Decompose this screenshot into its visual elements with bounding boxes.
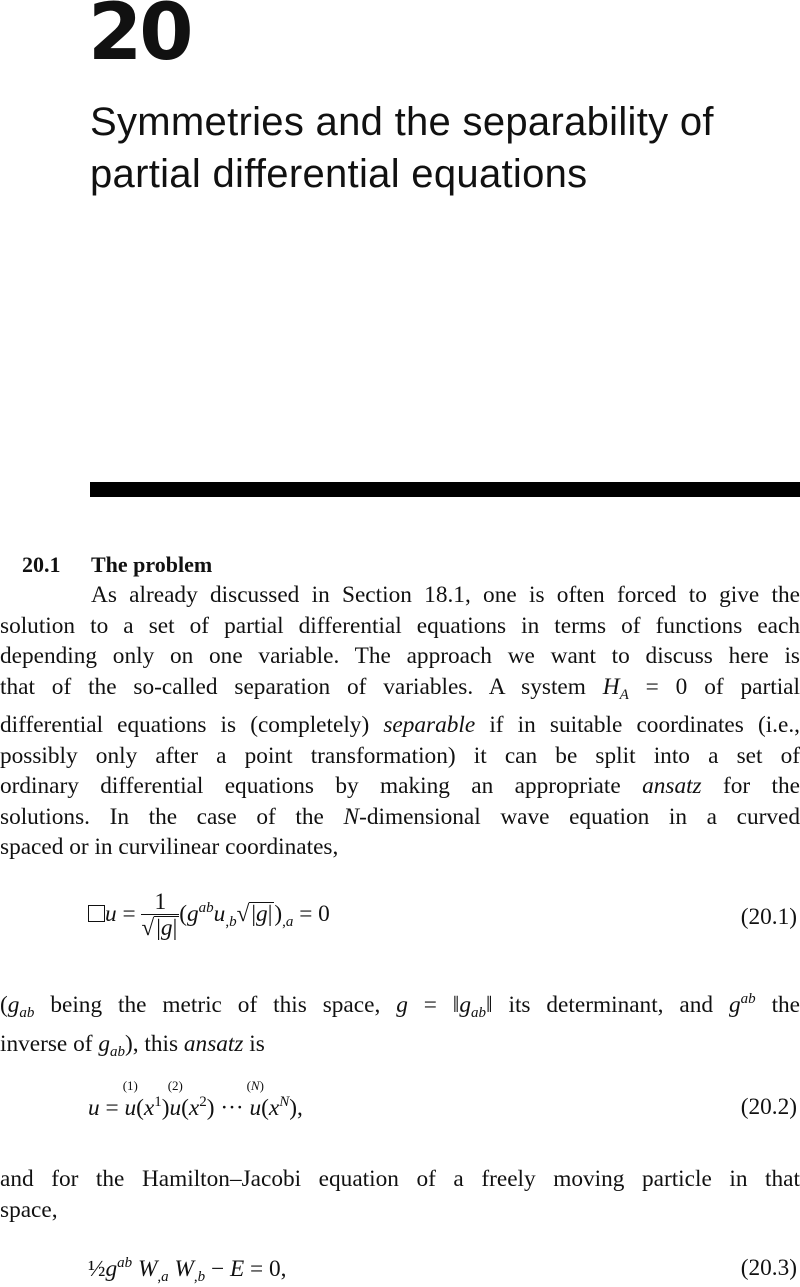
chapter-number: 20 xyxy=(88,0,191,78)
paragraph-line: As already discussed in Section 18.1, one is often forced to give the xyxy=(91,582,800,608)
paragraph-line: ($g_{ab}$ being the metric of this space, $g = ‖g_{ab}‖$ its determinant, and $g^{ab}$ the xyxy=(0,991,800,1021)
paragraph-line: inverse of $g_{ab}$), this ansatz is xyxy=(0,1030,265,1060)
paragraph-hamilton-jacobi xyxy=(0,1164,800,1225)
paragraph-line: space, xyxy=(0,1196,58,1223)
equation-number: (20.3) xyxy=(740,1255,797,1281)
paragraph-line: differential equations is (completely) separable if in suitable coordinates (i.e., xyxy=(0,712,800,738)
paragraph-line: spaced or in curvilinear coordinates, xyxy=(0,834,339,860)
chapter-title-line-2: partial differential equations xyxy=(90,152,588,196)
chapter-title xyxy=(90,96,795,200)
paragraph-line: possibly only after a point transformation) it can be split into a set of xyxy=(0,742,800,769)
paragraph-intro xyxy=(0,580,800,863)
equation-hamilton-jacobi: $\frac{1}{2}g^{ab}$ $W_{,a}$ $W_{,b} - E = 0$, xyxy=(88,1255,287,1285)
paragraph-line: ordinary differential equations by making an appropriate ansatz for the xyxy=(0,773,800,799)
paragraph-line: solution to a set of partial differential equations in terms of functions each xyxy=(0,612,800,639)
equation-number: (20.1) xyxy=(740,904,797,930)
paragraph-line: that of the so-called separation of variables. A system $H_A = 0$ of partial xyxy=(0,673,800,703)
equation-ansatz: u = (1) $u(x^1)$ (2) $u(x^2)$ ··· (N) $u(x^N)$, xyxy=(88,1078,303,1121)
paragraph-metric xyxy=(0,984,800,1067)
paragraph-line: depending only on one variable. The approach we want to discuss here is xyxy=(0,643,800,669)
equation-wave: u = $\frac{1}{√|g|}$ $(g^{ab}u_{,b}√|g|)_{,a} = 0$ xyxy=(88,890,330,941)
section-title: The problem xyxy=(91,552,213,577)
section-number: 20.1 xyxy=(22,552,61,577)
chapter-divider-rule xyxy=(90,482,800,497)
chapter-title-line-1: Symmetries and the separability of xyxy=(90,100,714,144)
paragraph-line: solutions. In the case of the N-dimensional wave equation in a curved xyxy=(0,803,800,830)
section-heading xyxy=(22,552,212,578)
paragraph-line: and for the Hamilton–Jacobi equation of a freely moving particle in that xyxy=(0,1166,800,1192)
equation-number: (20.2) xyxy=(740,1094,797,1120)
